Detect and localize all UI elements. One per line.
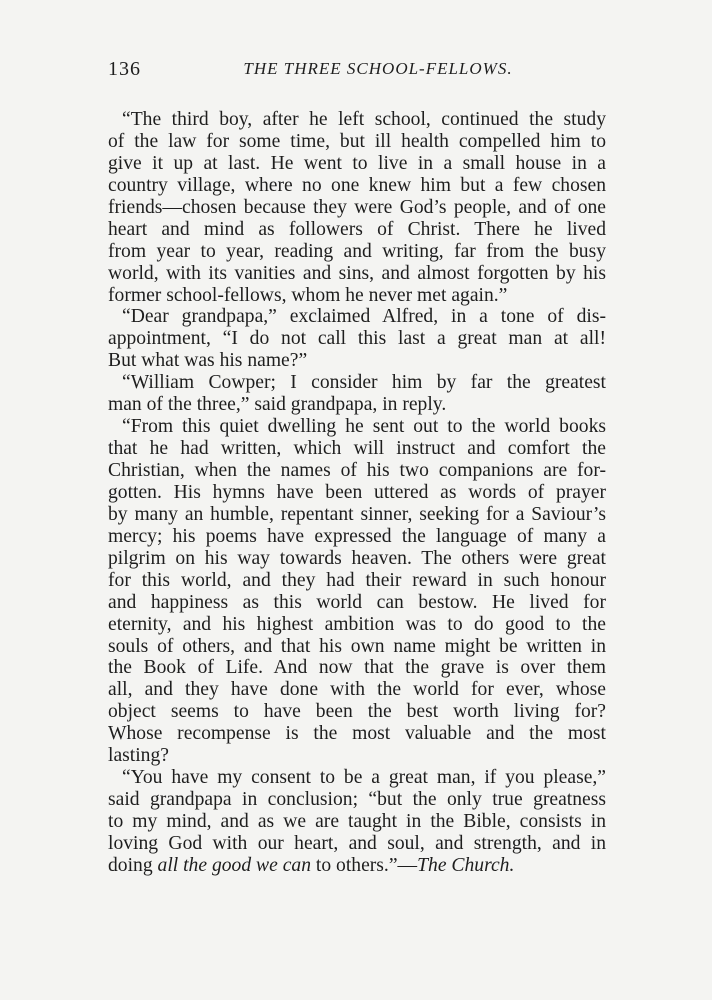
- text-line: appointment, “I do not call this last a great man at all!: [108, 328, 606, 350]
- text-line: But what was his name?”: [108, 350, 308, 372]
- page-number: 136: [108, 58, 141, 80]
- text-line: of the law for some time, but ill health compelled him to: [108, 130, 606, 152]
- text-line: for this world, and they had their reward in such honour: [108, 569, 606, 591]
- text-line: to my mind, and as we are taught in the Bible, consists in: [108, 811, 606, 832]
- page-body-text: [108, 109, 606, 877]
- text-line: by many an humble, repentant sinner, seeking for a Saviour’s: [108, 503, 606, 525]
- text-line: Whose recompense is the most valuable and the most: [108, 723, 606, 745]
- final-italic-emphasis: all the good we can: [157, 854, 311, 876]
- text-line: former school-fellows, whom he never met again.”: [108, 284, 508, 306]
- text-line: “William Cowper; I consider him by far the greatest: [122, 372, 606, 394]
- source-attribution: The Church.: [417, 854, 515, 876]
- text-line: “From this quiet dwelling he sent out to the world books: [122, 416, 606, 438]
- text-line: man of the three,” said grandpapa, in reply.: [108, 394, 447, 416]
- text-line: Christian, when the names of his two companions are for-: [108, 460, 606, 481]
- text-line-final: [108, 855, 606, 877]
- text-line: souls of others, and that his own name might be written in: [108, 635, 606, 657]
- text-line: “The third boy, after he left school, continued the study: [122, 109, 606, 130]
- running-title: THE THREE SCHOOL-FELLOWS.: [243, 59, 513, 78]
- text-line: that he had written, which will instruct and comfort the: [108, 438, 606, 460]
- text-line: world, with its vanities and sins, and almost forgotten by his: [108, 262, 606, 284]
- text-line: heart and mind as followers of Christ. There he lived: [108, 218, 606, 240]
- text-line: loving God with our heart, and soul, and strength, and in: [108, 832, 606, 854]
- text-line: the Book of Life. And now that the grave is over them: [108, 657, 606, 679]
- text-line: object seems to have been the best worth living for?: [108, 701, 606, 723]
- text-line: and happiness as this world can bestow. He lived for: [108, 591, 606, 613]
- text-line: “You have my consent to be a great man, if you please,”: [122, 767, 606, 789]
- text-line: from year to year, reading and writing, far from the busy: [108, 240, 606, 262]
- text-line: country village, where no one knew him but a few chosen: [108, 174, 606, 196]
- text-line: gotten. His hymns have been uttered as words of prayer: [108, 481, 606, 503]
- text-line: mercy; his poems have expressed the language of many a: [108, 525, 606, 547]
- text-line: lasting?: [108, 745, 169, 767]
- text-line: pilgrim on his way towards heaven. The others were great: [108, 547, 606, 569]
- text-line: “Dear grandpapa,” exclaimed Alfred, in a tone of dis-: [122, 306, 606, 328]
- text-line: friends—chosen because they were God’s people, and of one: [108, 196, 606, 218]
- text-line: said grandpapa in conclusion; “but the only true greatness: [108, 789, 606, 811]
- page-header: [108, 58, 608, 84]
- final-text: doing: [108, 854, 158, 876]
- text-line: eternity, and his highest ambition was to do good to the: [108, 613, 606, 635]
- final-text-2: to others.”—: [311, 854, 418, 876]
- text-line: give it up at last. He went to live in a small house in a: [108, 152, 606, 174]
- text-line: all, and they have done with the world for ever, whose: [108, 679, 606, 701]
